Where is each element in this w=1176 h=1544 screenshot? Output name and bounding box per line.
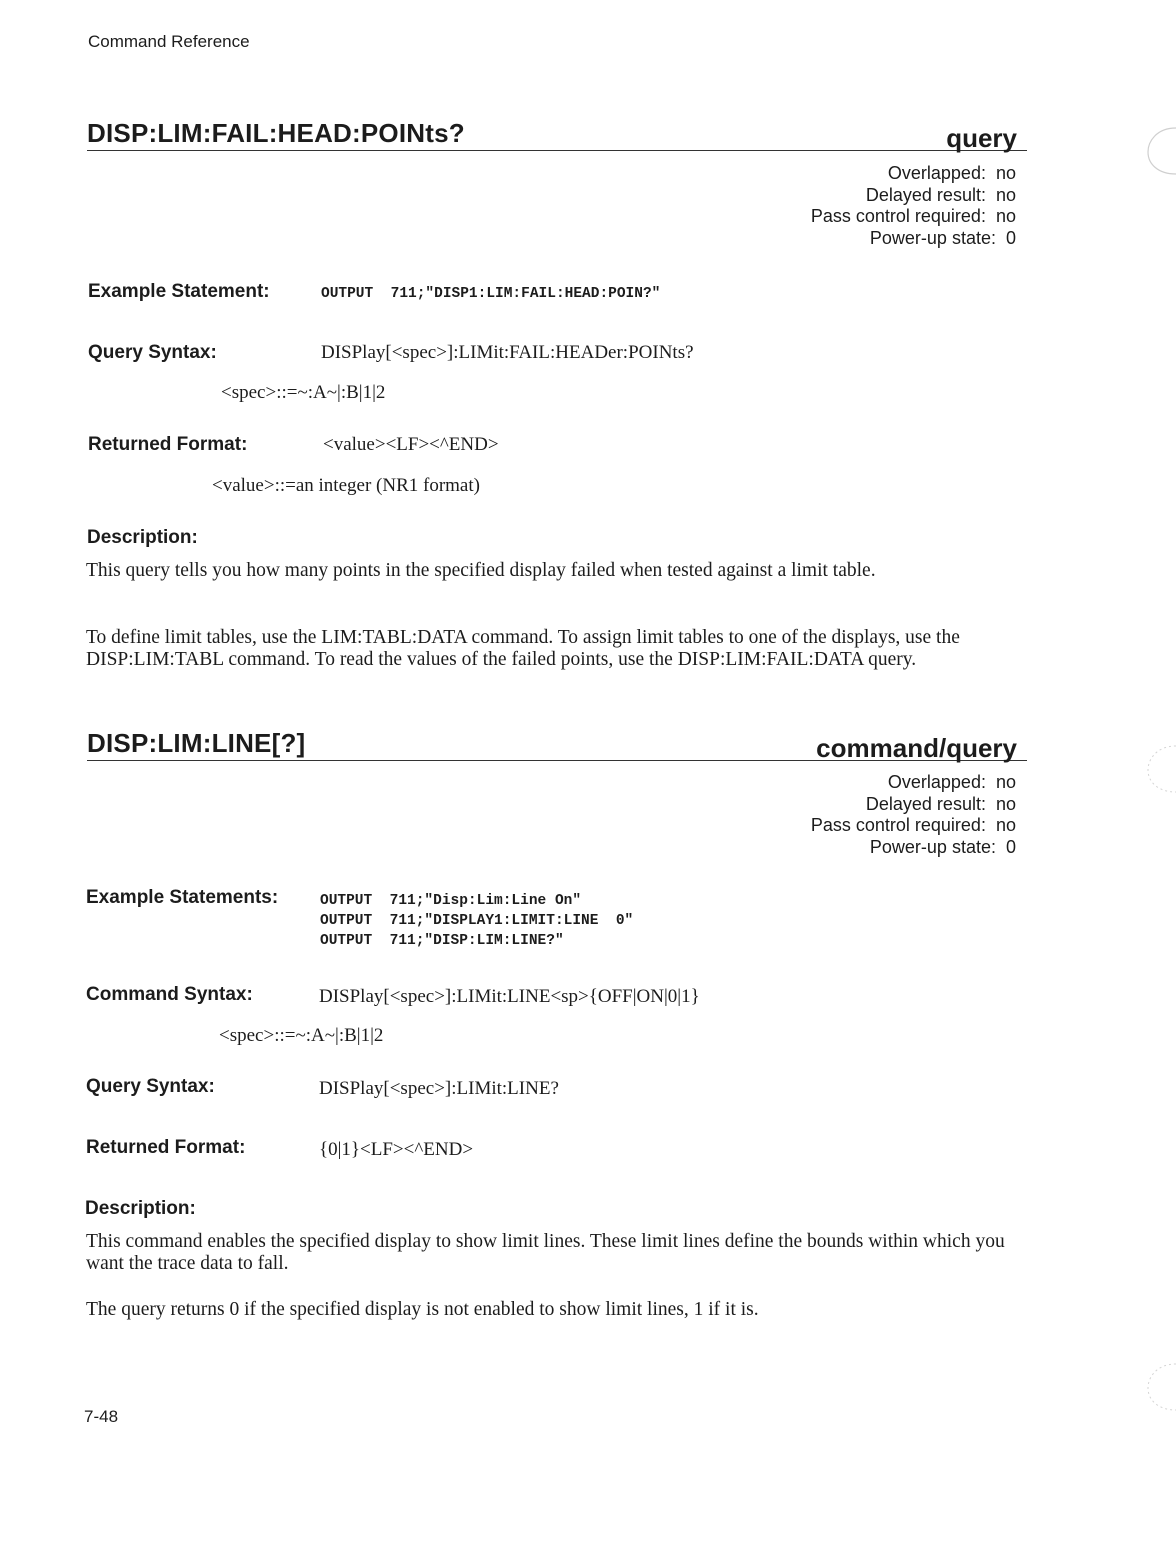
example-statement: OUTPUT 711;"Disp:Lim:Line On" — [320, 893, 582, 909]
section-header-lim-line — [87, 728, 1027, 761]
returned-format-label: Returned Format: — [88, 434, 248, 455]
spec-definition: <spec>::=~:A~|:B|1|2 — [219, 1025, 384, 1046]
running-head: Command Reference — [88, 32, 250, 51]
query-syntax: DISPlay[<spec>]:LIMit:LINE? — [319, 1078, 559, 1099]
query-syntax: DISPlay[<spec>]:LIMit:FAIL:HEADer:POINts? — [321, 342, 694, 363]
binder-hole-mark — [1120, 120, 1176, 180]
value-definition: <value>::=an integer (NR1 format) — [212, 475, 480, 496]
example-label: Example Statement: — [88, 281, 270, 302]
query-syntax-label: Query Syntax: — [88, 342, 217, 363]
returned-format: <value><LF><^END> — [323, 434, 499, 455]
description-label: Description: — [87, 527, 198, 548]
property-pass-control: Pass control required: no — [810, 206, 1016, 226]
example-statement: OUTPUT 711;"DISP1:LIM:FAIL:HEAD:POIN?" — [321, 286, 661, 302]
example-statement: OUTPUT 711;"DISPLAY1:LIMIT:LINE 0" — [320, 913, 634, 929]
example-label: Example Statements: — [86, 887, 279, 908]
description-paragraph: To define limit tables, use the LIM:TABL:DATA command. To assign limit tables to one of the displays, use the DISP:LIM:TABL command. To read the values of the failed points, use the DISP:LIM:FAIL:DATA query. — [86, 627, 960, 670]
binder-hole-mark — [1120, 1356, 1176, 1416]
returned-format: {0|1}<LF><^END> — [319, 1139, 474, 1160]
property-overlapped: Overlapped: no — [887, 163, 1016, 183]
binder-hole-mark — [1120, 738, 1176, 798]
query-syntax-label: Query Syntax: — [86, 1076, 215, 1097]
section-type: query — [946, 123, 1017, 153]
section-type: command/query — [816, 733, 1017, 763]
command-syntax: DISPlay[<spec>]:LIMit:LINE<sp>{OFF|ON|0|1} — [319, 986, 700, 1007]
command-syntax-label: Command Syntax: — [86, 984, 253, 1005]
property-power-up-state: Power-up state: 0 — [869, 836, 1016, 857]
description-paragraph: The query returns 0 if the specified display is not enabled to show limit lines, 1 if it is. — [86, 1299, 759, 1320]
section-title: DISP:LIM:FAIL:HEAD:POINts? — [87, 118, 465, 148]
spec-definition: <spec>::=~:A~|:B|1|2 — [221, 382, 386, 403]
section-header-fail-head-points — [87, 118, 1027, 151]
description-label: Description: — [85, 1198, 196, 1219]
property-power-up-state: Power-up state: 0 — [869, 227, 1016, 248]
section-title: DISP:LIM:LINE[?] — [87, 728, 306, 758]
page-number: 7-48 — [84, 1407, 119, 1426]
command-properties — [811, 772, 1016, 858]
property-delayed-result: Delayed result: no — [865, 184, 1016, 205]
command-properties — [811, 163, 1016, 249]
description-paragraph: This command enables the specified display to show limit lines. These limit lines define the bounds within which you want the trace data to fall. — [86, 1231, 1005, 1274]
example-statement: OUTPUT 711;"DISP:LIM:LINE?" — [320, 933, 564, 949]
description-paragraph: This query tells you how many points in the specified display failed when tested against a limit table. — [86, 560, 876, 581]
property-pass-control: Pass control required: no — [810, 815, 1016, 835]
property-overlapped: Overlapped: no — [887, 772, 1016, 792]
returned-format-label: Returned Format: — [86, 1137, 246, 1158]
property-delayed-result: Delayed result: no — [865, 793, 1016, 814]
